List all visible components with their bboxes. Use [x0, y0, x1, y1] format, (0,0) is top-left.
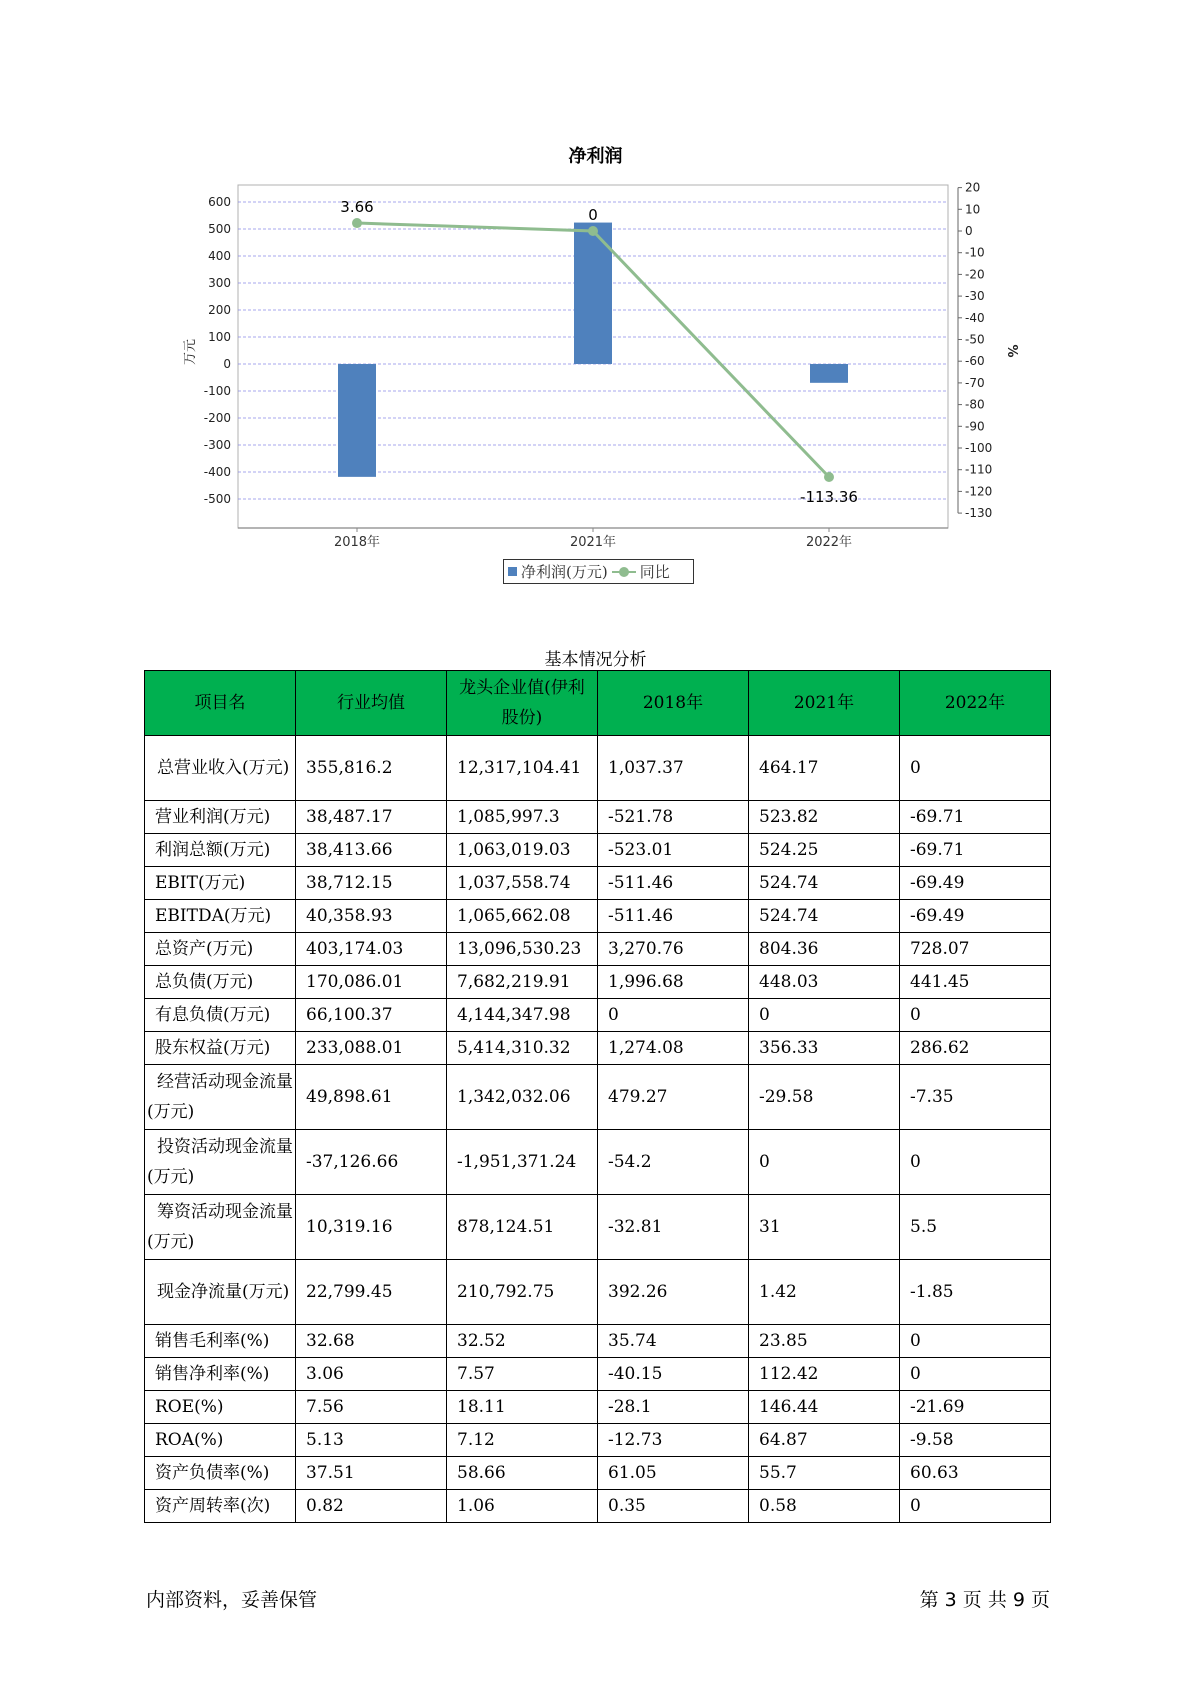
y-left-tick-label: 600	[208, 195, 231, 209]
bar-2022年	[810, 364, 848, 383]
y-left-tick-label: 100	[208, 330, 231, 344]
table-cell: 0.82	[296, 1490, 447, 1523]
table-cell: 64.87	[749, 1424, 900, 1457]
table-cell: -32.81	[598, 1195, 749, 1260]
table-row	[145, 1490, 1051, 1523]
table-row	[145, 900, 1051, 933]
table-cell: 1,037,558.74	[447, 867, 598, 900]
table-row	[145, 933, 1051, 966]
header-2018: 2018年	[598, 671, 749, 736]
table-cell: 146.44	[749, 1391, 900, 1424]
table-row	[145, 801, 1051, 834]
row-label: 股东权益(万元)	[145, 1032, 296, 1065]
table-cell: 1,037.37	[598, 736, 749, 801]
table-cell: 38,413.66	[296, 834, 447, 867]
table-cell: 7.57	[447, 1358, 598, 1391]
row-label: 销售净利率(%)	[145, 1358, 296, 1391]
y-right-tick-label: 0	[965, 224, 973, 238]
y-left-tick-label: 300	[208, 276, 231, 290]
y-right-tick-label: -110	[965, 462, 993, 477]
table-cell: 524.25	[749, 834, 900, 867]
header-2022: 2022年	[900, 671, 1051, 736]
table-cell: -12.73	[598, 1424, 749, 1457]
yoy-data-label: -113.36	[800, 487, 858, 506]
row-label: 总营业收入(万元)	[145, 736, 296, 801]
basic-analysis-table	[144, 670, 1051, 1523]
table-cell: 10,319.16	[296, 1195, 447, 1260]
table-cell: 233,088.01	[296, 1032, 447, 1065]
table-cell: 0.58	[749, 1490, 900, 1523]
table-cell: 524.74	[749, 900, 900, 933]
table-cell: 878,124.51	[447, 1195, 598, 1260]
y-left-tick-label: -400	[203, 465, 231, 479]
table-cell: 32.52	[447, 1325, 598, 1358]
table-cell: 3.06	[296, 1358, 447, 1391]
table-cell: 403,174.03	[296, 933, 447, 966]
table-cell: -1,951,371.24	[447, 1130, 598, 1195]
row-label: 利润总额(万元)	[145, 834, 296, 867]
table-cell: 38,487.17	[296, 801, 447, 834]
row-label: 销售毛利率(%)	[145, 1325, 296, 1358]
table-cell: -69.49	[900, 900, 1051, 933]
table-cell: 7.56	[296, 1391, 447, 1424]
row-label: 筹资活动现金流量(万元)	[145, 1195, 296, 1260]
y-right-tick-label: 20	[965, 180, 981, 195]
y-right-tick-label: -60	[965, 354, 985, 369]
y-right-tick-label: -80	[965, 397, 985, 412]
y-left-tick-label: 200	[208, 303, 231, 317]
table-cell: 0	[598, 999, 749, 1032]
yoy-point	[824, 472, 834, 482]
y-right-tick-label: 10	[965, 202, 981, 217]
footer-page-number: 第 3 页 共 9 页	[919, 1589, 1050, 1611]
x-tick-label: 2022年	[805, 535, 853, 550]
header-leader-value: 龙头企业值(伊利股份)	[447, 671, 598, 736]
table-cell: 55.7	[749, 1457, 900, 1490]
table-cell: 4,144,347.98	[447, 999, 598, 1032]
table-row	[145, 1325, 1051, 1358]
table-cell: 0	[900, 736, 1051, 801]
table-cell: 1,063,019.03	[447, 834, 598, 867]
table-cell: 448.03	[749, 966, 900, 999]
y-left-tick-label: 500	[208, 222, 231, 236]
table-cell: 523.82	[749, 801, 900, 834]
table-row	[145, 1065, 1051, 1130]
table-row	[145, 736, 1051, 801]
table-cell: 7.12	[447, 1424, 598, 1457]
footer-confidential-note: 内部资料，妥善保管	[146, 1589, 318, 1611]
table-cell: 0	[900, 1358, 1051, 1391]
table-cell: 5,414,310.32	[447, 1032, 598, 1065]
table-cell: -29.58	[749, 1065, 900, 1130]
table-cell: 1,065,662.08	[447, 900, 598, 933]
table-cell: 3,270.76	[598, 933, 749, 966]
table-cell: 1,085,997.3	[447, 801, 598, 834]
table-cell: 0.35	[598, 1490, 749, 1523]
table-cell: 61.05	[598, 1457, 749, 1490]
legend-line-swatch	[612, 567, 636, 576]
table-cell: 1.42	[749, 1260, 900, 1325]
yoy-data-label: 3.66	[340, 198, 374, 217]
y-right-tick-label: -30	[965, 289, 985, 304]
table-cell: 524.74	[749, 867, 900, 900]
y-right-tick-label: -50	[965, 332, 985, 347]
y-left-tick-label: -200	[203, 411, 231, 425]
y-right-tick-label: -40	[965, 310, 985, 325]
row-label: 投资活动现金流量(万元)	[145, 1130, 296, 1195]
y-right-tick-label: -100	[965, 441, 993, 455]
table-cell: 0	[749, 999, 900, 1032]
chart-legend	[503, 559, 694, 584]
legend-bar-swatch	[508, 567, 517, 576]
table-cell: 355,816.2	[296, 736, 447, 801]
table-cell: 31	[749, 1195, 900, 1260]
legend-line-label: 同比	[639, 563, 670, 581]
table-row	[145, 1358, 1051, 1391]
table-cell: -7.35	[900, 1065, 1051, 1130]
table-cell: 38,712.15	[296, 867, 447, 900]
legend-bar-label: 净利润(万元)	[521, 563, 608, 581]
table-cell: 35.74	[598, 1325, 749, 1358]
table-cell: -521.78	[598, 801, 749, 834]
table-caption: 基本情况分析	[544, 650, 647, 670]
table-cell: 112.42	[749, 1358, 900, 1391]
table-cell: -69.71	[900, 801, 1051, 834]
table-row	[145, 999, 1051, 1032]
table-cell: 0	[900, 1325, 1051, 1358]
table-row	[145, 1130, 1051, 1195]
row-label: 有息负债(万元)	[145, 999, 296, 1032]
table-cell: 0	[900, 999, 1051, 1032]
y-right-tick-label: -90	[965, 419, 985, 434]
row-label: EBITDA(万元)	[145, 900, 296, 933]
table-cell: 286.62	[900, 1032, 1051, 1065]
y-left-tick-label: -300	[203, 438, 231, 452]
table-cell: 12,317,104.41	[447, 736, 598, 801]
bar-2018年	[338, 364, 376, 477]
table-row	[145, 867, 1051, 900]
row-label: ROE(%)	[145, 1391, 296, 1424]
yoy-point	[588, 226, 598, 236]
table-cell: 13,096,530.23	[447, 933, 598, 966]
y-left-tick-label: 400	[208, 249, 231, 263]
table-cell: 18.11	[447, 1391, 598, 1424]
row-label: 总资产(万元)	[145, 933, 296, 966]
row-label: 经营活动现金流量(万元)	[145, 1065, 296, 1130]
table-cell: 479.27	[598, 1065, 749, 1130]
table-cell: 32.68	[296, 1325, 447, 1358]
header-industry-avg: 行业均值	[296, 671, 447, 736]
table-header-row	[145, 671, 1051, 736]
table-cell: 210,792.75	[447, 1260, 598, 1325]
yoy-data-label: 0	[588, 206, 598, 224]
table-cell: 40,358.93	[296, 900, 447, 933]
table-cell: 7,682,219.91	[447, 966, 598, 999]
table-cell: -54.2	[598, 1130, 749, 1195]
x-tick-label: 2021年	[569, 535, 617, 550]
y-right-tick-label: -130	[965, 506, 993, 521]
table-cell: 170,086.01	[296, 966, 447, 999]
row-label: 总负债(万元)	[145, 966, 296, 999]
table-cell: 66,100.37	[296, 999, 447, 1032]
table-cell: -511.46	[598, 900, 749, 933]
table-cell: -40.15	[598, 1358, 749, 1391]
table-cell: 60.63	[900, 1457, 1051, 1490]
y-right-tick-label: -70	[965, 375, 985, 390]
y-right-tick-label: -10	[965, 245, 985, 260]
yoy-point	[352, 218, 362, 228]
table-cell: 5.5	[900, 1195, 1051, 1260]
row-label: ROA(%)	[145, 1424, 296, 1457]
y-left-tick-label: -500	[203, 492, 231, 506]
table-cell: 464.17	[749, 736, 900, 801]
y-right-tick-label: -120	[965, 484, 993, 499]
table-row	[145, 1032, 1051, 1065]
table-cell: 22,799.45	[296, 1260, 447, 1325]
table-row	[145, 1195, 1051, 1260]
table-cell: 23.85	[749, 1325, 900, 1358]
table-cell: 728.07	[900, 933, 1051, 966]
chart-title: 净利润	[568, 146, 623, 167]
table-row	[145, 966, 1051, 999]
table-cell: 392.26	[598, 1260, 749, 1325]
table-row	[145, 1424, 1051, 1457]
table-cell: -1.85	[900, 1260, 1051, 1325]
table-cell: 49,898.61	[296, 1065, 447, 1130]
table-cell: 1.06	[447, 1490, 598, 1523]
x-tick-label: 2018年	[333, 535, 381, 550]
y-left-axis-title: 万元	[183, 338, 198, 366]
table-cell: -9.58	[900, 1424, 1051, 1457]
table-cell: 1,274.08	[598, 1032, 749, 1065]
table-cell: 804.36	[749, 933, 900, 966]
table-row	[145, 1260, 1051, 1325]
table-cell: -523.01	[598, 834, 749, 867]
row-label: 资产负债率(%)	[145, 1457, 296, 1490]
table-row	[145, 1391, 1051, 1424]
table-cell: 441.45	[900, 966, 1051, 999]
header-item-name: 项目名	[145, 671, 296, 736]
table-cell: 0	[900, 1490, 1051, 1523]
y-right-axis-title: %	[1004, 344, 1019, 358]
table-cell: -28.1	[598, 1391, 749, 1424]
table-cell: 1,996.68	[598, 966, 749, 999]
table-cell: 1,342,032.06	[447, 1065, 598, 1130]
y-left-tick-label: 0	[223, 357, 231, 371]
table-cell: 0	[900, 1130, 1051, 1195]
table-cell: 5.13	[296, 1424, 447, 1457]
table-row	[145, 834, 1051, 867]
y-left-tick-label: -100	[203, 384, 231, 398]
table-cell: -21.69	[900, 1391, 1051, 1424]
table-cell: 356.33	[749, 1032, 900, 1065]
table-row	[145, 1457, 1051, 1490]
table-cell: -69.49	[900, 867, 1051, 900]
table-cell: -69.71	[900, 834, 1051, 867]
table-cell: 58.66	[447, 1457, 598, 1490]
row-label: 营业利润(万元)	[145, 801, 296, 834]
net-profit-chart	[0, 0, 1191, 560]
header-2021: 2021年	[749, 671, 900, 736]
table-cell: -37,126.66	[296, 1130, 447, 1195]
row-label: 现金净流量(万元)	[145, 1260, 296, 1325]
table-cell: 0	[749, 1130, 900, 1195]
table-cell: -511.46	[598, 867, 749, 900]
y-right-tick-label: -20	[965, 267, 985, 282]
row-label: 资产周转率(次)	[145, 1490, 296, 1523]
row-label: EBIT(万元)	[145, 867, 296, 900]
table-cell: 37.51	[296, 1457, 447, 1490]
